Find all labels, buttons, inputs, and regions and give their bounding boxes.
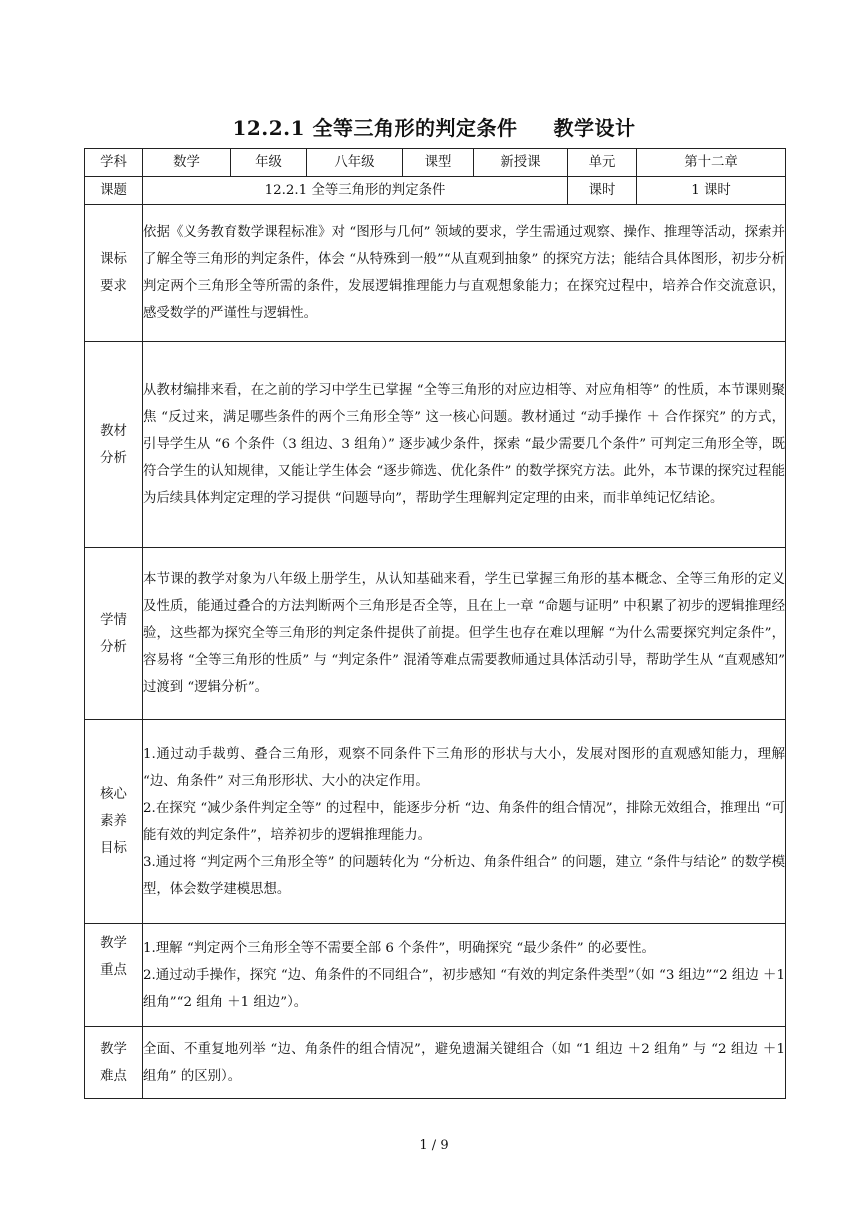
subject-value: 数学 — [143, 149, 231, 177]
section-body — [143, 720, 786, 924]
subject-label: 学科 — [85, 149, 143, 177]
section-body — [143, 1027, 786, 1099]
section-label — [85, 342, 143, 548]
title-main: 12.2.1 全等三角形的判定条件 — [232, 116, 518, 140]
section-paragraph: 本节课的教学对象为八年级上册学生，从认知基础来看，学生已掌握三角形的基本概念、全等三角形的定义及性质，能通过叠合的方法判断两个三角形是否全等，且在上一章 “命题与证明” 中积累了初步的逻辑推理经验，这些都为探究全等三角形的判定条件提供了前提。但学生也存在难以理解 “为什么需要探究判定条件”，容易将 “全等三角形的性质” 与 “判定条件” 混淆等难点需要教师通过具体活动引导，帮助学生从 “直观感知” 过渡到 “逻辑分析”。 — [143, 572, 785, 695]
section-label-text: 核心 素养 目标 — [100, 787, 127, 856]
page-number: 1 / 9 — [419, 1138, 449, 1153]
section-paragraph: 2.在探究 “减少条件判定全等” 的过程中，能逐步分析 “边、角条件的组合情况”，排除无效组合，推理出 “可能有效的判定条件”，培养初步的逻辑推理能力。 — [143, 800, 785, 843]
topic-label: 课题 — [85, 177, 143, 205]
section-body — [143, 548, 786, 720]
section-paragraph: 从教材编排来看，在之前的学习中学生已掌握 “全等三角形的对应边相等、对应角相等” 的性质，本节课则聚焦 “反过来，满足哪些条件的两个三角形全等” 这一核心问题。教材通过 “动手操作 ＋ 合作探究” 的方式，引导学生从 “6 个条件（3 组边、3 组角）” 逐步减少条件，探索 “最少需要几个条件” 可判定三角形全等，既符合学生的认知规律，又能让学生体会 “逐步筛选、优化条件” 的数学探究方法。此外，本节课的探究过程能为后续具体判定定理的学习提供 “问题导向”，帮助学生理解判定定理的由来，而非单纯记忆结论。 — [143, 383, 785, 506]
section-label-text: 教学 重点 — [100, 936, 127, 978]
grade-value: 八年级 — [307, 149, 403, 177]
section-paragraph: 2.通过动手操作，探究 “边、角条件的不同组合”，初步感知 “有效的判定条件类型”（如 “3 组边”“2 组边 ＋1 组角”“2 组角 ＋1 组边”）。 — [143, 967, 785, 1010]
section-label-text: 教材 分析 — [100, 423, 127, 466]
lesson-plan-table — [84, 148, 786, 1099]
section-paragraph: 1.理解 “判定两个三角形全等不需要全部 6 个条件”，明确探究 “最少条件” 的必要性。 — [143, 940, 655, 956]
section-label-text: 学情 分析 — [100, 612, 127, 655]
title-suffix: 教学设计 — [553, 116, 636, 140]
topic-row — [85, 177, 786, 205]
section-label — [85, 548, 143, 720]
unit-label: 单元 — [568, 149, 637, 177]
section-paragraph: 3.通过将 “判定两个三角形全等” 的问题转化为 “分析边、角条件组合” 的问题，建立 “条件与结论” 的数学模型，体会数学建模思想。 — [143, 854, 785, 897]
hours-value: 1 课时 — [637, 177, 786, 205]
section-label — [85, 924, 143, 1027]
section-paragraph: 依据《义务教育数学课程标准》对 “图形与几何” 领域的要求，学生需通过观察、操作、推理等活动，探索并了解全等三角形的判定条件，体会 “从特殊到一般”“从直观到抽象” 的探究方法；能结合具体图形，初步分析判定两个三角形全等所需的条件，发展逻辑推理能力与直观想象能力；在探究过程中，培养合作交流意识，感受数学的严谨性与逻辑性。 — [143, 225, 785, 321]
section-row-textbook — [85, 342, 786, 548]
hours-label: 课时 — [568, 177, 637, 205]
section-label — [85, 205, 143, 342]
section-body — [143, 342, 786, 548]
header-row — [85, 149, 786, 177]
section-label — [85, 1027, 143, 1099]
section-body — [143, 205, 786, 342]
section-body — [143, 924, 786, 1027]
grade-label: 年级 — [231, 149, 307, 177]
section-label-text: 课标 要求 — [100, 252, 127, 294]
section-row-students — [85, 548, 786, 720]
unit-value: 第十二章 — [637, 149, 786, 177]
section-label-text: 教学 难点 — [100, 1041, 127, 1084]
section-paragraph: 1.通过动手裁剪、叠合三角形，观察不同条件下三角形的形状与大小，发展对图形的直观感知能力，理解 “边、角条件” 对三角形形状、大小的决定作用。 — [143, 746, 785, 789]
type-label: 课型 — [403, 149, 474, 177]
section-row-core-goals — [85, 720, 786, 924]
topic-value: 12.2.1 全等三角形的判定条件 — [143, 177, 568, 205]
type-value: 新授课 — [474, 149, 568, 177]
section-paragraph: 全面、不重复地列举 “边、角条件的组合情况”，避免遗漏关键组合（如 “1 组边 ＋2 组角” 与 “2 组边 ＋1 组角” 的区别）。 — [143, 1041, 785, 1084]
page-title — [0, 112, 868, 141]
section-label — [85, 720, 143, 924]
section-row-curriculum — [85, 205, 786, 342]
section-row-difficulties — [85, 1027, 786, 1099]
section-row-key-points — [85, 924, 786, 1027]
